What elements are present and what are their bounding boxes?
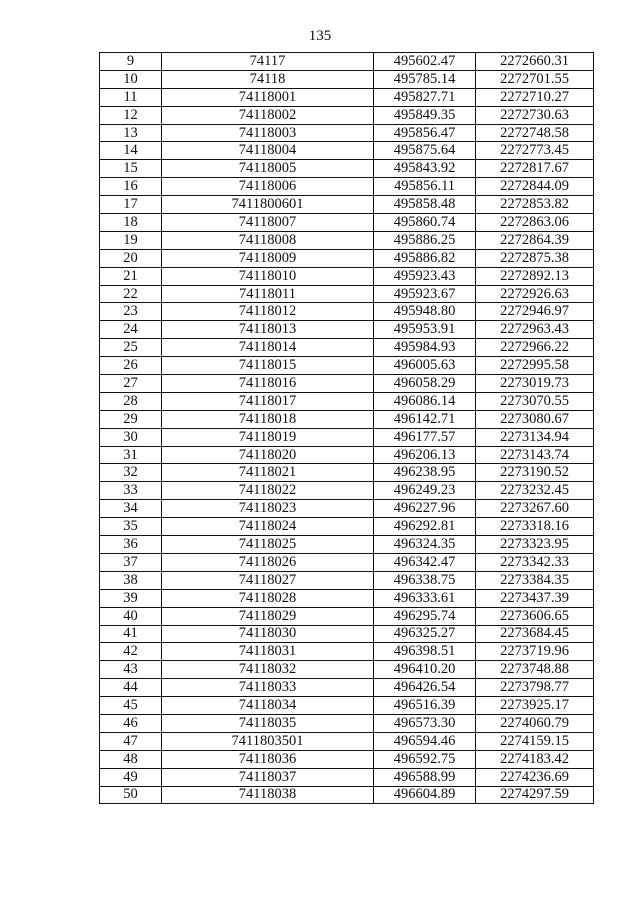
table-row [100, 160, 594, 178]
x-coordinate-cell: 495886.25 [374, 231, 476, 249]
x-coordinate-cell: 495843.92 [374, 160, 476, 178]
table-row [100, 196, 594, 214]
point-id-cell: 74118011 [162, 285, 374, 303]
point-id-cell: 74118 [162, 70, 374, 88]
coordinates-table-body [100, 53, 594, 804]
x-coordinate-cell: 496086.14 [374, 392, 476, 410]
y-coordinate-cell: 2272963.43 [476, 321, 594, 339]
y-coordinate-cell: 2272817.67 [476, 160, 594, 178]
x-coordinate-cell: 496058.29 [374, 375, 476, 393]
y-coordinate-cell: 2273318.16 [476, 518, 594, 536]
table-row [100, 750, 594, 768]
table-row [100, 339, 594, 357]
y-coordinate-cell: 2273143.74 [476, 446, 594, 464]
point-id-cell: 74118020 [162, 446, 374, 464]
x-coordinate-cell: 496177.57 [374, 428, 476, 446]
y-coordinate-cell: 2272995.58 [476, 357, 594, 375]
point-id-cell: 74118008 [162, 231, 374, 249]
x-coordinate-cell: 496238.95 [374, 464, 476, 482]
x-coordinate-cell: 495953.91 [374, 321, 476, 339]
y-coordinate-cell: 2272946.97 [476, 303, 594, 321]
point-id-cell: 74118024 [162, 518, 374, 536]
x-coordinate-cell: 496206.13 [374, 446, 476, 464]
point-id-cell: 74118005 [162, 160, 374, 178]
y-coordinate-cell: 2272710.27 [476, 88, 594, 106]
point-id-cell: 74118003 [162, 124, 374, 142]
y-coordinate-cell: 2273080.67 [476, 410, 594, 428]
row-number-cell: 18 [100, 214, 162, 232]
table-row [100, 625, 594, 643]
point-id-cell: 74118006 [162, 178, 374, 196]
y-coordinate-cell: 2273070.55 [476, 392, 594, 410]
row-number-cell: 24 [100, 321, 162, 339]
table-row [100, 214, 594, 232]
point-id-cell: 74118036 [162, 750, 374, 768]
x-coordinate-cell: 495856.47 [374, 124, 476, 142]
table-row [100, 679, 594, 697]
y-coordinate-cell: 2274236.69 [476, 768, 594, 786]
row-number-cell: 45 [100, 697, 162, 715]
y-coordinate-cell: 2274159.15 [476, 732, 594, 750]
point-id-cell: 7411803501 [162, 732, 374, 750]
point-id-cell: 74118009 [162, 249, 374, 267]
y-coordinate-cell: 2272853.82 [476, 196, 594, 214]
row-number-cell: 35 [100, 518, 162, 536]
table-row [100, 768, 594, 786]
row-number-cell: 26 [100, 357, 162, 375]
x-coordinate-cell: 495785.14 [374, 70, 476, 88]
x-coordinate-cell: 495858.48 [374, 196, 476, 214]
row-number-cell: 34 [100, 500, 162, 518]
point-id-cell: 74118012 [162, 303, 374, 321]
table-row [100, 88, 594, 106]
table-row [100, 786, 594, 804]
point-id-cell: 74118017 [162, 392, 374, 410]
y-coordinate-cell: 2272730.63 [476, 106, 594, 124]
x-coordinate-cell: 496249.23 [374, 482, 476, 500]
row-number-cell: 21 [100, 267, 162, 285]
y-coordinate-cell: 2272863.06 [476, 214, 594, 232]
point-id-cell: 74118030 [162, 625, 374, 643]
row-number-cell: 25 [100, 339, 162, 357]
point-id-cell: 74118004 [162, 142, 374, 160]
y-coordinate-cell: 2274297.59 [476, 786, 594, 804]
table-row [100, 714, 594, 732]
x-coordinate-cell: 496292.81 [374, 518, 476, 536]
x-coordinate-cell: 496398.51 [374, 643, 476, 661]
point-id-cell: 74118019 [162, 428, 374, 446]
point-id-cell: 7411800601 [162, 196, 374, 214]
x-coordinate-cell: 496005.63 [374, 357, 476, 375]
y-coordinate-cell: 2273342.33 [476, 553, 594, 571]
x-coordinate-cell: 495860.74 [374, 214, 476, 232]
table-row [100, 571, 594, 589]
row-number-cell: 16 [100, 178, 162, 196]
table-row [100, 732, 594, 750]
point-id-cell: 74118028 [162, 589, 374, 607]
x-coordinate-cell: 495856.11 [374, 178, 476, 196]
table-row [100, 428, 594, 446]
row-number-cell: 32 [100, 464, 162, 482]
y-coordinate-cell: 2273232.45 [476, 482, 594, 500]
point-id-cell: 74118014 [162, 339, 374, 357]
x-coordinate-cell: 496410.20 [374, 661, 476, 679]
table-row [100, 518, 594, 536]
table-row [100, 464, 594, 482]
x-coordinate-cell: 496227.96 [374, 500, 476, 518]
table-row [100, 643, 594, 661]
point-id-cell: 74118007 [162, 214, 374, 232]
y-coordinate-cell: 2273437.39 [476, 589, 594, 607]
point-id-cell: 74118026 [162, 553, 374, 571]
row-number-cell: 15 [100, 160, 162, 178]
point-id-cell: 74118022 [162, 482, 374, 500]
x-coordinate-cell: 495602.47 [374, 53, 476, 71]
x-coordinate-cell: 496573.30 [374, 714, 476, 732]
point-id-cell: 74118013 [162, 321, 374, 339]
point-id-cell: 74118037 [162, 768, 374, 786]
table-row [100, 482, 594, 500]
row-number-cell: 39 [100, 589, 162, 607]
table-row [100, 53, 594, 71]
table-row [100, 375, 594, 393]
row-number-cell: 19 [100, 231, 162, 249]
x-coordinate-cell: 496325.27 [374, 625, 476, 643]
x-coordinate-cell: 495984.93 [374, 339, 476, 357]
row-number-cell: 47 [100, 732, 162, 750]
point-id-cell: 74118002 [162, 106, 374, 124]
point-id-cell: 74118016 [162, 375, 374, 393]
y-coordinate-cell: 2272864.39 [476, 231, 594, 249]
x-coordinate-cell: 495948.80 [374, 303, 476, 321]
row-number-cell: 44 [100, 679, 162, 697]
y-coordinate-cell: 2273684.45 [476, 625, 594, 643]
x-coordinate-cell: 495923.43 [374, 267, 476, 285]
row-number-cell: 23 [100, 303, 162, 321]
point-id-cell: 74118032 [162, 661, 374, 679]
table-row [100, 357, 594, 375]
y-coordinate-cell: 2273019.73 [476, 375, 594, 393]
row-number-cell: 29 [100, 410, 162, 428]
table-row [100, 106, 594, 124]
table-row [100, 589, 594, 607]
row-number-cell: 36 [100, 536, 162, 554]
y-coordinate-cell: 2272844.09 [476, 178, 594, 196]
point-id-cell: 74118021 [162, 464, 374, 482]
row-number-cell: 11 [100, 88, 162, 106]
x-coordinate-cell: 496604.89 [374, 786, 476, 804]
table-row [100, 142, 594, 160]
y-coordinate-cell: 2272926.63 [476, 285, 594, 303]
y-coordinate-cell: 2273606.65 [476, 607, 594, 625]
row-number-cell: 49 [100, 768, 162, 786]
row-number-cell: 22 [100, 285, 162, 303]
y-coordinate-cell: 2272966.22 [476, 339, 594, 357]
y-coordinate-cell: 2273190.52 [476, 464, 594, 482]
table-row [100, 303, 594, 321]
row-number-cell: 13 [100, 124, 162, 142]
x-coordinate-cell: 495849.35 [374, 106, 476, 124]
table-row [100, 231, 594, 249]
row-number-cell: 12 [100, 106, 162, 124]
table-row [100, 124, 594, 142]
row-number-cell: 41 [100, 625, 162, 643]
point-id-cell: 74118025 [162, 536, 374, 554]
table-row [100, 178, 594, 196]
point-id-cell: 74118010 [162, 267, 374, 285]
y-coordinate-cell: 2272892.13 [476, 267, 594, 285]
row-number-cell: 27 [100, 375, 162, 393]
x-coordinate-cell: 496142.71 [374, 410, 476, 428]
table-row [100, 410, 594, 428]
y-coordinate-cell: 2272773.45 [476, 142, 594, 160]
coordinates-table [99, 52, 594, 804]
y-coordinate-cell: 2273925.17 [476, 697, 594, 715]
row-number-cell: 33 [100, 482, 162, 500]
row-number-cell: 38 [100, 571, 162, 589]
x-coordinate-cell: 495886.82 [374, 249, 476, 267]
point-id-cell: 74118001 [162, 88, 374, 106]
x-coordinate-cell: 496516.39 [374, 697, 476, 715]
row-number-cell: 20 [100, 249, 162, 267]
point-id-cell: 74118027 [162, 571, 374, 589]
point-id-cell: 74118029 [162, 607, 374, 625]
x-coordinate-cell: 496333.61 [374, 589, 476, 607]
point-id-cell: 74117 [162, 53, 374, 71]
table-row [100, 321, 594, 339]
table-row [100, 249, 594, 267]
point-id-cell: 74118038 [162, 786, 374, 804]
x-coordinate-cell: 496342.47 [374, 553, 476, 571]
table-row [100, 536, 594, 554]
y-coordinate-cell: 2272660.31 [476, 53, 594, 71]
y-coordinate-cell: 2273384.35 [476, 571, 594, 589]
table-row [100, 500, 594, 518]
point-id-cell: 74118035 [162, 714, 374, 732]
y-coordinate-cell: 2272875.38 [476, 249, 594, 267]
y-coordinate-cell: 2273134.94 [476, 428, 594, 446]
table-row [100, 392, 594, 410]
point-id-cell: 74118031 [162, 643, 374, 661]
row-number-cell: 28 [100, 392, 162, 410]
x-coordinate-cell: 495923.67 [374, 285, 476, 303]
row-number-cell: 48 [100, 750, 162, 768]
y-coordinate-cell: 2273719.96 [476, 643, 594, 661]
x-coordinate-cell: 496338.75 [374, 571, 476, 589]
x-coordinate-cell: 496324.35 [374, 536, 476, 554]
row-number-cell: 17 [100, 196, 162, 214]
x-coordinate-cell: 496295.74 [374, 607, 476, 625]
row-number-cell: 31 [100, 446, 162, 464]
row-number-cell: 30 [100, 428, 162, 446]
row-number-cell: 14 [100, 142, 162, 160]
y-coordinate-cell: 2274183.42 [476, 750, 594, 768]
table-row [100, 607, 594, 625]
table-row [100, 446, 594, 464]
page-number: 135 [308, 28, 332, 44]
y-coordinate-cell: 2273323.95 [476, 536, 594, 554]
row-number-cell: 50 [100, 786, 162, 804]
y-coordinate-cell: 2272701.55 [476, 70, 594, 88]
row-number-cell: 42 [100, 643, 162, 661]
row-number-cell: 37 [100, 553, 162, 571]
y-coordinate-cell: 2273267.60 [476, 500, 594, 518]
table-row [100, 697, 594, 715]
point-id-cell: 74118034 [162, 697, 374, 715]
row-number-cell: 10 [100, 70, 162, 88]
table-row [100, 267, 594, 285]
row-number-cell: 9 [100, 53, 162, 71]
y-coordinate-cell: 2273798.77 [476, 679, 594, 697]
point-id-cell: 74118033 [162, 679, 374, 697]
table-row [100, 70, 594, 88]
x-coordinate-cell: 496426.54 [374, 679, 476, 697]
table-row [100, 553, 594, 571]
y-coordinate-cell: 2273748.88 [476, 661, 594, 679]
row-number-cell: 43 [100, 661, 162, 679]
row-number-cell: 40 [100, 607, 162, 625]
y-coordinate-cell: 2274060.79 [476, 714, 594, 732]
point-id-cell: 74118015 [162, 357, 374, 375]
y-coordinate-cell: 2272748.58 [476, 124, 594, 142]
table-row [100, 285, 594, 303]
point-id-cell: 74118018 [162, 410, 374, 428]
point-id-cell: 74118023 [162, 500, 374, 518]
x-coordinate-cell: 495875.64 [374, 142, 476, 160]
x-coordinate-cell: 496594.46 [374, 732, 476, 750]
x-coordinate-cell: 495827.71 [374, 88, 476, 106]
x-coordinate-cell: 496588.99 [374, 768, 476, 786]
row-number-cell: 46 [100, 714, 162, 732]
x-coordinate-cell: 496592.75 [374, 750, 476, 768]
table-row [100, 661, 594, 679]
